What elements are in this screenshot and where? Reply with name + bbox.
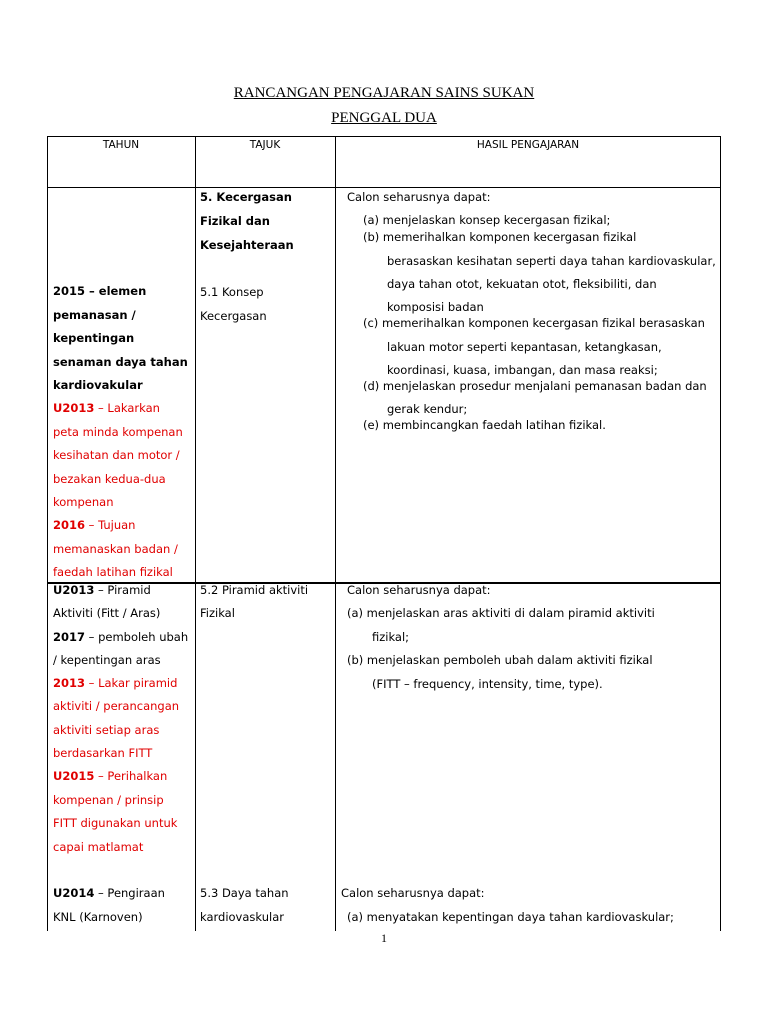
row1-tahun-line: pemanasan / [53,308,136,322]
row1-tahun-line: faedah latihan fizikal [53,565,173,579]
outcome-item: (a) menjelaskan aras aktiviti di dalam piramid aktiviti [347,606,655,620]
row1-tahun-line: 2016 – Tujuan [53,518,136,532]
subtopic-title: Kecergasan [200,309,267,323]
row2-tahun-line: U2015 – Perihalkan [53,769,168,783]
table-header-divider [47,187,721,188]
row2-tahun-line: U2014 – Pengiraan [53,886,165,900]
outcome-item-cont: gerak kendur; [387,402,468,416]
year-label: U2014 [53,886,95,900]
outcome-item-cont: komposisi badan [387,300,484,314]
header-tajuk: TAJUK [249,139,281,151]
subtopic-title: 5.3 Daya tahan [200,886,289,900]
outcome-item-cont: koordinasi, kuasa, imbangan, dan masa reaksi; [387,363,658,377]
year-label: 2017 [53,630,86,644]
row2-tahun-line: Aktiviti (Fitt / Aras) [53,606,161,620]
topic-title: Fizikal dan [200,214,270,228]
topic-title: Kesejahteraan [200,238,294,252]
subtopic-title: kardiovaskular [200,910,284,924]
header-tahun: TAHUN [102,139,140,151]
row1-tahun-line: 2015 – elemen [53,284,147,298]
year-label: 2016 [53,518,86,532]
row1-tahun-line: kardiovakular [53,378,143,392]
table-border-left [47,136,48,931]
subtopic-title: Fizikal [200,606,235,620]
outcome-item: (a) menjelaskan konsep kecergasan fizikal; [363,213,611,227]
outcome-item: (e) membincangkan faedah latihan fizikal. [363,418,606,432]
row2-tahun-line: 2013 – Lakar piramid [53,676,178,690]
row1-tahun-line: bezakan kedua-dua [53,472,166,486]
row2-tahun-line: KNL (Karnoven) [53,910,143,924]
year-label: U2013 [53,583,95,597]
row2-tahun-line: kompenan / prinsip [53,793,164,807]
subtopic-title: 5.2 Piramid aktiviti [200,583,309,597]
document-subtitle: PENGGAL DUA [331,110,437,126]
outcome-item: (b) menjelaskan pemboleh ubah dalam aktiviti fizikal [347,653,653,667]
outcome-item: (a) menyatakan kepentingan daya tahan kardiovaskular; [347,910,674,924]
outcome-item-cont: berasaskan kesihatan seperti daya tahan kardiovaskular, [387,254,716,268]
table-border-top [47,136,721,137]
outcome-item-cont: daya tahan otot, kekuatan otot, fleksibiliti, dan [387,277,657,291]
year-label: 2013 [53,676,86,690]
outcome-item-cont: fizikal; [372,630,410,644]
row1-tahun-line: senaman daya tahan [53,355,188,369]
outcome-intro: Calon seharusnya dapat: [347,190,491,204]
row2-tahun-line: capai matlamat [53,840,144,854]
row1-tahun-line: peta minda kompenan [53,425,183,439]
outcome-item: (b) memerihalkan komponen kecergasan fizikal [363,230,637,244]
document-title: RANCANGAN PENGAJARAN SAINS SUKAN [233,85,535,101]
outcome-item-cont: lakuan motor seperti kepantasan, ketangkasan, [387,340,662,354]
outcome-intro: Calon seharusnya dapat: [341,886,485,900]
table-divider-2 [335,136,336,931]
outcome-item: (d) menjelaskan prosedur menjalani pemanasan badan dan [363,379,707,393]
year-label: U2015 [53,769,95,783]
row1-tahun-line: kepentingan [53,331,135,345]
page-number: 1 [381,931,387,945]
outcome-item: (c) memerihalkan komponen kecergasan fizikal berasaskan [363,316,705,330]
row2-tahun-line: aktiviti setiap aras [53,723,160,737]
row2-tahun-line: berdasarkan FITT [53,746,153,760]
row1-tahun-line: kompenan [53,495,114,509]
row1-tahun-line: memanaskan badan / [53,542,178,556]
row2-tahun-line: FITT digunakan untuk [53,816,178,830]
topic-title: 5. Kecergasan [200,190,292,204]
table-border-right [720,136,721,931]
row1-tahun-line: kesihatan dan motor / [53,448,180,462]
outcome-item-cont: (FITT – frequency, intensity, time, type). [372,677,603,691]
row2-tahun-line: 2017 – pemboleh ubah [53,630,189,644]
header-hasil-pengajaran: HASIL PENGAJARAN [476,139,580,151]
year-label: U2013 [53,401,95,415]
row2-tahun-line: U2013 – Piramid [53,583,151,597]
row2-tahun-line: / kepentingan aras [53,653,161,667]
row2-tahun-line: aktiviti / perancangan [53,699,180,713]
table-divider-1 [195,136,196,931]
row1-tahun-line: U2013 – Lakarkan [53,401,160,415]
subtopic-title: 5.1 Konsep [200,285,264,299]
outcome-intro: Calon seharusnya dapat: [347,583,491,597]
